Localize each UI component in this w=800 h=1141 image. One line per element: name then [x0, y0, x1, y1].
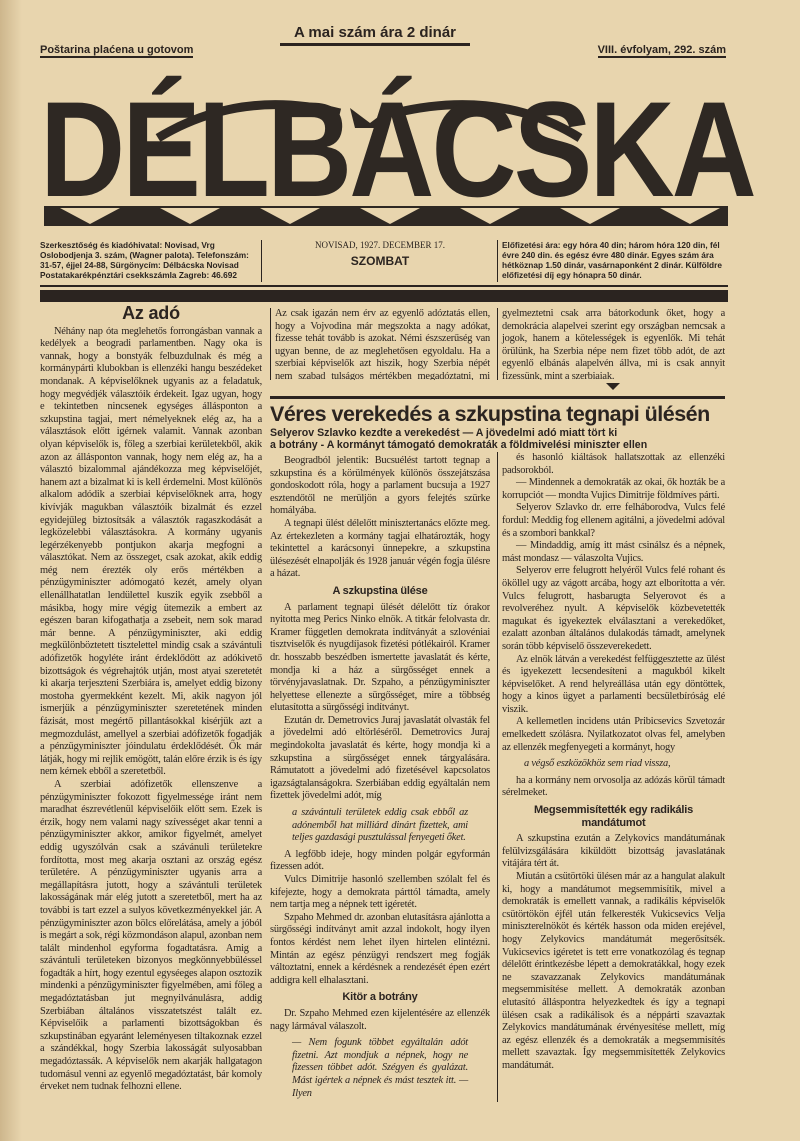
- article-paragraph: Az elnök látván a verekedést felfüggesztette az ülést és igyekezett lecsendesíteni a magukból kikelt képviselőket. A rend helyreállása után egy döntöttek, hogy a kinos ügyet a parlamenti becsületbíróság elé viszik.: [502, 653, 725, 715]
- highlighted-quote: — Nem fogunk többet egyáltalán adót fizetni. Azt mondjuk a népnek, hogy ne fizessen többet adót. Szégyen és gyalázat. Mást igértek a népnek és mást tesztek itt. — Ilyen: [292, 1037, 468, 1099]
- highlighted-quote: a szávántuli területek eddig csak ebből az adónemből hat milliárd dinárt fizettek, ami teljes gazdasági pusztulással fenyegeti őket.: [292, 807, 468, 844]
- article-paragraph: Dr. Szpaho Mehmed ezen kijelentésére az ellenzék nagy lármával válaszolt.: [270, 1007, 490, 1032]
- divider-rule: [40, 285, 728, 287]
- issue-date: NOVISAD, 1927. DECEMBER 17.: [314, 240, 445, 250]
- article-paragraph: Selyerov Szlavko dr. erre felháborodva, Vulcs felé fordul: Meddig fog ellenem agitálni, a jövedelmi adóval és a szombori bankkal?: [502, 502, 725, 539]
- section-heading: Kitör a botrány: [342, 991, 418, 1004]
- subheadline: [270, 427, 728, 451]
- subscription-info: Előfizetési ára: egy hóra 40 din; három hóra 120 din, fél évre 240 din. és egész évre 480 dinár. Egyes szám ára hétköznap 1.50 dinár, vasárnaponként 2 dinár. Külföldre előfizetési díj egy hónapra 50 dinár.: [497, 240, 725, 282]
- article-paragraph: A szerbiai adófizetők ellenszenve a pénzügyminiszter fokozott figyelmessége iránt nem maradhat észrevétlenül képviselőik előtt sem. Ezek is érzik, hogy nem valami nagy szívességet akar tenni a pénzügyminiszter akkor, amikor figyelmét, amelyet eddig ugyszólván csak a szávánuli területekre fordította, most meg akarja osztani az ország egész területére. A pénzügyminiszter ugyanis arra a megállapításra jutott, hogy a szávántuli területek lakosságának már elég jutott a szeretetből, mert ha az további is tart ezzel a sulyos következményekkel jár. A pénzügyminiszter azon bölcs előrelátása, amely a jóból is megárt a sok, régi közmondáson alapul, azonban nem talált mindenhol egyforma fogadtatásra. Amig a szávántuli területeken bizonyos megkönnyebbüléssel fogadták a hírt, hogy ezentul egyséeges alapon osztozik mindenki a pénzügyminiszter figyelmében, ami főleg a megadóztatásban jut megnyilvánulásra, addig Szerbiában általános visszatetszést talált ez. Képviselőik a parlamenti bizottságokban és szkupstinában egyaránt leleményesen tiltakoznak ezzel a szándékkal, hogy Szerbia lakosságát sulyosabban megadóztassák. A képviselők nem akarják hallgatagon tudomásul venni az egyenlő megadóztatást, bár komoly érveket nem tudnak felhozni ellene.: [40, 778, 262, 1093]
- article-paragraph: Miután a csütörtöki ülésen már az a hangulat alakult ki, hogy a mandátumot megsemmisítik, mivel a demokraták is emellett vannak, a radikális képviselők csütörtökön éjfél után felkeresték Vukicsevics Velja miniszterelnököt és kérték hasson oda miden erejével, hogy Zelykovics mandátumát megerősítsék. Vukicsevics igéretet is tett erre vonatkozólag és tegnap délelőtt érintkezésbe lépett a demokratákkal, hogy ezek ne szavazzanak Zelykovics mandátumának megsemmisítése mellett. A demokraták azonban elutasító álláspontra helyezkedtek és így a tegnapi ülésen csak a radikálisok és a néppárti szavaztak Zelykovics mandátumának érvényesítése mellett, míg az egész ellenzék és a demokraták a megsemmisítés mellett szavaztak. Így megsemmisítették Zelykovics mandátumát.: [502, 871, 725, 1071]
- subheadline-line: a botrány - A kormányt támogató demokraták a földmivelési miniszter ellen: [270, 439, 648, 451]
- article-paragraph: — Mindaddig, amíg itt mást csinálsz és a népnek, mást mondasz — válaszolta Vujics.: [502, 540, 725, 564]
- article-paragraph: A szkupstina ezután a Zelykovics mandátumának felülvizsgálására kiküldött bizottság javaslatának vitájára tért át.: [502, 833, 725, 870]
- article-paragraph: Szpaho Mehmed dr. azonban elutasításra ajánlotta a sürgősségi indítványt amit azzal indokolt, hogy ilyen fontos kérdést nem lehet ilyen hirtelen elintézni. Mintán az egész pénzügyi rendszert meg fogják változtatni, ennek a kérdésnek a rendezését épen ezért addigra kell elhalasztani.: [270, 911, 490, 986]
- newspaper-title: DÉLBÁCSKA: [40, 74, 754, 226]
- article-paragraph: — Mindennek a demokraták az okai, ők hozták be a korrupciót — mondta Vujics Dimitrije földmíves párti.: [502, 477, 725, 501]
- editorial-office-info: Szerkesztőség és kiadóhivatal: Novisad, Vrg Oslobodjenja 3. szám, (Wagner palota). Telefonszám: 31-57, éjjel 24-88, Sürgönycím: Délbácska Novisad Postatakarékpénztári csekkszámla Zagreb: 46.692: [40, 240, 262, 282]
- article-paragraph: Vulcs Dimitrije hasonló szellemben szólalt fel és kifejezte, hogy a demokrata párttól támadta, amely nem tartja meg a népnek tett igéretét.: [270, 874, 490, 911]
- article-paragraph: és hasonló kiáltások hallatszottak az ellenzéki padsorokból.: [502, 452, 725, 476]
- article-title: Az adó: [122, 305, 180, 323]
- article-paragraph: Ezután dr. Demetrovics Juraj javaslatát olvasták fel a jövedelmi adó eltörléséről. Demetrovics Juraj megindokolta javaslatát és kérte, hogy mondja ki a szkupstina a sürgősséget ennek tárgyalására. Rámutatott a jövedelmi adó fizetésével kapcsolatos igazságtalanságokra. Szerbiában eddig egyáltalán nem fizettek jövedelmi adót, míg: [270, 714, 490, 802]
- subheadline-line: Selyerov Szlavko kezdte a verekedést — A jövedelmi adó miatt tört ki: [270, 427, 618, 439]
- article-paragraph: A tegnapi ülést délelőtt minisztertanács előzte meg. Az értekezleten a kormány tagjai elhatározták, hogy tekintettel a karácsonyi ünnepekre, a szkupstina ülésezését elnapolják és 1928 január végén fogja ülésre a házat.: [270, 517, 490, 580]
- issue-weekday: SZOMBAT: [350, 254, 410, 268]
- article-paragraph: Néhány nap óta meglehetős forrongásban vannak a kedélyek a beogradi parlamentben. Nagy oka is vannak, hogy a bonstyák felbuzdulnak és még a kormánypárti klubokban is ellenzéki hangu beszédeket mondanak. A képviselőknek ugyanis az a feladatuk, hogy megvédjék választóik érdekeit. Igaz ugyan, hogy e tekintetben nincsenek egységes állásponton a szkupstina tagjai, mert némelyeknek elég az, ha a választások előtt igérnek valamit. Vannak azonban olyan képviselők is, főleg a szerbiai kerületekből, akik azon az állásponton vannak, hogy nem elég az, ha a választó bizalommal ajándékozza meg képviselőjét, hanem azt a bizalmat ki is kell érdemelni. Most különös alkalom adódik a szerbiai képviselőknek arra, hogy kivívják magukban választóik bizalmát és ezzel egyidejűleg biztosítsák a választók ragaszkodását a legközelebbi választásokra. A kormány ugyanis legérzékenyebb pontjukon akarja megfogni a választókat. Nem az összeget, csak azokat, akik eddig még nem érezték oly erős mértékben a pénzügyminiszter adómogató kezét, amely olyan ellenállhatatlan lendülettel kuszik egyik zsebből a másikba, hogy mire végig ütemezik a embert az egészen baran kifogathatja a zsebeit, nem sok marad már benne. A pénzügyminiszter, aki eddig megkülönböztetett tisztelettel mindig csak a szávántuli adófizetők hogyléte iránt érdeklődött az adókivető bizottságok és végrehajtók utján, most atyai szeretetét ki akarja terjeszteni Szerbiára is, amelyet eddig bizony mostoha gyermekként kezelt. Mi, akik nagyon jól ismerjük a pénzügyminiszter szeretetének minden fázisát, most megértő pillantásokkal kisérjük azt a megmozdulást, amellyel a szerbiai adófizetők fogadják a pénzügyminiszter jóindulatu érdeklődését. Ők már látják, hogy mi rejlik emögött, talán előre érzik is és így nem kérnek ebből a szeretetből.: [40, 325, 262, 778]
- divider-bar: [40, 290, 728, 302]
- highlighted-quote: a végső eszközökhöz sem riad vissza,: [524, 758, 671, 770]
- article-continuation-middle: Az csak igazán nem érv az egyenlő adóztatás ellen, hogy a Vojvodina már megszokta a nagy adókat, fizesse tehát tovább is azokat. Némi észszerűség van ugyan benne, de az meglehetősen egyoldalu. Ha a szerbiai képviselők azt hiszik, hogy Szerbia népét nem szabad tulságos mértékben megadóztatni, mi: [270, 308, 490, 380]
- article-paragraph: A legfőbb ideje, hogy minden polgár egyformán fizessen adót.: [270, 848, 490, 873]
- postage-note: Poštarina plaćena u gotovom: [40, 44, 194, 56]
- issue-price: A mai szám ára 2 dinár: [280, 24, 470, 46]
- page-fold-shadow: [0, 0, 22, 1141]
- divider-rule: [270, 396, 725, 399]
- article-az-ado: [40, 305, 262, 1105]
- section-heading: Megsemmisítették egy radikális mandátumot: [533, 804, 694, 829]
- article-column-right: [497, 452, 725, 1102]
- article-column-middle: [270, 455, 490, 1105]
- end-mark-icon: [606, 383, 620, 390]
- article-paragraph: ha a kormány nem orvosolja az adózás körül támadt sérelmeket.: [502, 774, 725, 799]
- main-headline: Véres verekedés a szkupstina tegnapi ülésén: [270, 402, 710, 426]
- article-paragraph: A parlament tegnapi ülését délelőtt tíz órakor nyitotta meg Perics Ninko elnök. A titkár felolvasta dr. Kramer független demokrata indítványát a szlovéniai tisztviselők és nyugdíjasok fizetési pótlékairól. Kramer dr. hosszabb beszédben ismertette javaslatát és kérte, mondja ki a ház a sürgősséget ennek a törvényjavaslatnak. Dr. Szpaho, a pénzügyminiszter helyettese ellenezte a sürgősséget, mire a többség elutasította a sürgősségi indítványt.: [270, 601, 490, 714]
- dateline: [270, 240, 490, 266]
- article-paragraph: Beogradból jelentik: Bucsuélést tartott tegnap a szkupstina és a körülmények különös összejátszása gondoskodott róla, hogy a parlament bucsuja a 1927 esztendőtől ne merüljön a gyors felejtés szürke homályába.: [270, 455, 490, 517]
- article-paragraph: A kellemetlen incidens után Pribicsevics Szvetozár emelkedett szólásra. Nyilatkozatot olvas fel, amelyben az ellenzék megfenyegeti a kormányt, hogy: [502, 716, 725, 753]
- article-paragraph: Selyerov erre felugrott helyéről Vulcs felé rohant és ököllel ugy az vágott arcába, hogy azt elborította a vér. Vulcs felugrott, hasbarugta Selyerovot és a revolveréhez nyult. A képviselők közbevetették magukat és igyekeztek elválasztani a verekedőket, ezalatt azonban általános dulakodás támadt, amelynek során több képviselő összeverekedett.: [502, 565, 725, 652]
- section-heading: A szkupstina ülése: [332, 584, 428, 597]
- article-continuation-right: gyelmeztetni csak arra bátorkodunk őket, hogy a demokrácia alapelvei szerint egy országban nemcsak a jogok, hanem a kötelességek is egyenlők. Mi tehát örülünk, ha Szerbia népe nem fizet több adót, de azt egyenlő elbánás alapelvén állva, mi is csak annyit fizessünk, mint a szerbiaiak.: [497, 308, 725, 380]
- masthead-logo: [40, 68, 754, 228]
- issue-number: VIII. évfolyam, 292. szám: [597, 44, 726, 56]
